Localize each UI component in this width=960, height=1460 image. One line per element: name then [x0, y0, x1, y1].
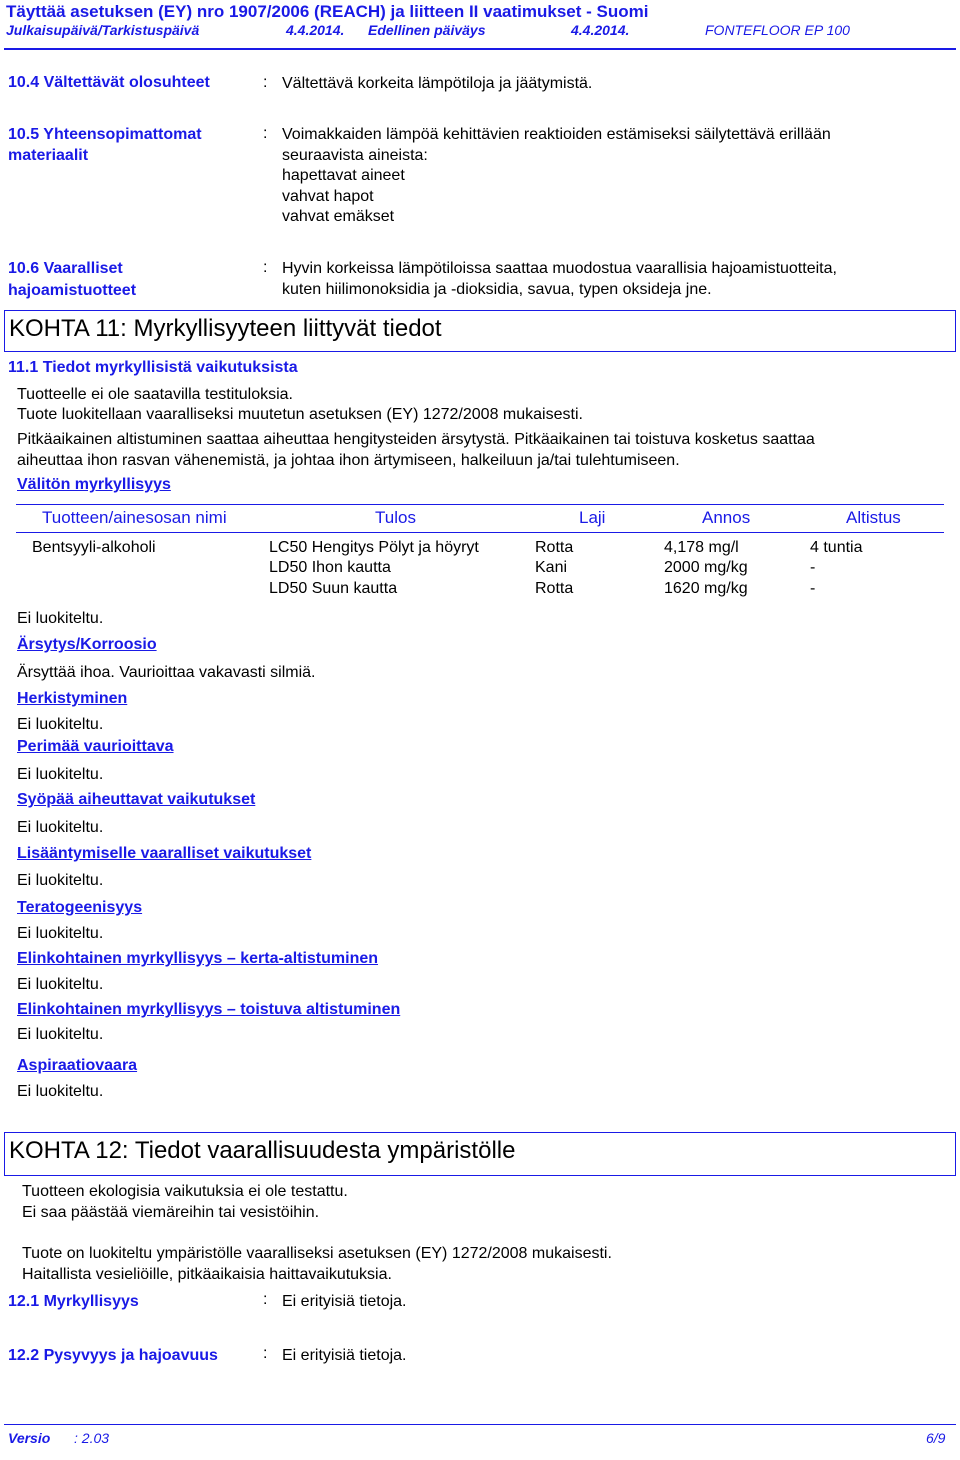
no-test-results: Tuotteelle ei ole saatavilla testituloksia. — [17, 386, 293, 403]
table-cell-exposure: - — [810, 580, 816, 597]
col-header-species: Laji — [579, 508, 606, 527]
section-10-5-label: 10.5 Yhteensopimattomat — [8, 126, 202, 143]
table-cell-result: LD50 Ihon kautta — [269, 559, 391, 576]
footer-divider — [4, 1424, 956, 1425]
aspiration-heading: Aspiraatiovaara — [17, 1057, 138, 1074]
section-12-header — [4, 1132, 956, 1176]
section-12-1-text: Ei erityisiä tietoja. — [282, 1293, 407, 1310]
section-11-header — [4, 310, 956, 352]
section-10-6-label: 10.6 Vaaralliset — [8, 260, 123, 277]
long-term-exposure: Pitkäaikainen altistuminen saattaa aiheuttaa hengitysteiden ärsytystä. Pitkäaikainen tai toistuva kosketus saattaa — [17, 431, 815, 448]
aspiration-not-classified: Ei luokiteltu. — [17, 1083, 104, 1100]
table-cell-species: Rotta — [535, 580, 574, 597]
section-12-1-colon: : — [263, 1291, 268, 1308]
classification-text: Tuote luokitellaan vaaralliseksi muutetun asetuksen (EY) 1272/2008 mukaisesti. — [17, 406, 583, 423]
section-10-4-text: Vältettävä korkeita lämpötiloja ja jäätymistä. — [282, 75, 593, 92]
section-10-4-label: 10.4 Vältettävät olosuhteet — [8, 74, 210, 91]
table-cell-dose: 4,178 mg/l — [664, 539, 739, 556]
section-12-2-label: 12.2 Pysyvyys ja hajoavuus — [8, 1347, 218, 1364]
table-cell-exposure: 4 tuntia — [810, 539, 863, 556]
stot-single-not-classified: Ei luokiteltu. — [17, 976, 104, 993]
env-classification: Tuote on luokiteltu ympäristölle vaaralliseksi asetuksen (EY) 1272/2008 mukaisesti. — [22, 1245, 612, 1262]
section-10-5-line: hapettavat aineet — [282, 167, 405, 184]
teratogenicity-heading: Teratogeenisyys — [17, 899, 143, 916]
section-10-5-label-line2: materiaalit — [8, 147, 89, 164]
mutagenicity-not-classified: Ei luokiteltu. — [17, 766, 104, 783]
acute-not-classified: Ei luokiteltu. — [17, 610, 104, 627]
stot-repeated-heading: Elinkohtainen myrkyllisyys – toistuva altistuminen — [17, 1001, 401, 1018]
mutagenicity-heading: Perimää vaurioittava — [17, 738, 174, 755]
teratogenicity-not-classified: Ei luokiteltu. — [17, 925, 104, 942]
section-12-1-label: 12.1 Myrkyllisyys — [8, 1293, 139, 1310]
no-drains: Ei saa päästää viemäreihin tai vesistöihin. — [22, 1204, 320, 1221]
table-cell-result: LC50 Hengitys Pölyt ja höyryt — [269, 539, 479, 556]
sensitization-heading: Herkistyminen — [17, 690, 128, 707]
acute-toxicity-heading: Välitön myrkyllisyys — [17, 476, 171, 493]
table-cell-species: Rotta — [535, 539, 574, 556]
col-header-result: Tulos — [375, 508, 416, 527]
stot-single-heading: Elinkohtainen myrkyllisyys – kerta-altistuminen — [17, 950, 379, 967]
section-12-title: KOHTA 12: Tiedot vaarallisuudesta ympäristölle — [9, 1137, 516, 1164]
previous-date: 4.4.2014. — [571, 22, 630, 38]
page-number: 6/9 — [926, 1430, 946, 1446]
col-header-name: Tuotteen/ainesosan nimi — [42, 508, 227, 527]
section-10-5-line: seuraavista aineista: — [282, 147, 428, 164]
section-11-title: KOHTA 11: Myrkyllisyyteen liittyvät tiedot — [9, 315, 442, 342]
reproductive-not-classified: Ei luokiteltu. — [17, 872, 104, 889]
stot-repeated-not-classified: Ei luokiteltu. — [17, 1026, 104, 1043]
long-term-exposure-line2: aiheuttaa ihon rasvan vähenemistä, ja johtaa ihon ärtymiseen, halkeiluun ja/tai tulehtumiseen. — [17, 452, 680, 469]
sensitization-not-classified: Ei luokiteltu. — [17, 716, 104, 733]
table-cell-dose: 2000 mg/kg — [664, 559, 748, 576]
irritation-text: Ärsyttää ihoa. Vaurioittaa vakavasti silmiä. — [17, 664, 316, 681]
section-11-1-label: 11.1 Tiedot myrkyllisistä vaikutuksista — [8, 359, 298, 376]
section-10-5-line: vahvat hapot — [282, 188, 374, 205]
aquatic-harm: Haitallista vesieliöille, pitkäaikaisia haittavaikutuksia. — [22, 1266, 392, 1283]
table-cell-result: LD50 Suun kautta — [269, 580, 398, 597]
publication-date-label: Julkaisupäivä/Tarkistuspäivä — [6, 22, 200, 38]
section-10-6-line: Hyvin korkeissa lämpötiloissa saattaa muodostua vaarallisia hajoamistuotteita, — [282, 260, 837, 277]
table-top-rule — [16, 504, 944, 505]
section-10-6-colon: : — [263, 259, 268, 276]
col-header-exposure: Altistus — [846, 508, 901, 527]
section-10-5-colon: : — [263, 125, 268, 142]
substance-name: Bentsyyli-alkoholi — [32, 539, 156, 556]
table-header-rule — [16, 532, 944, 533]
carcinogenicity-heading: Syöpää aiheuttavat vaikutukset — [17, 791, 256, 808]
table-cell-dose: 1620 mg/kg — [664, 580, 748, 597]
section-12-2-colon: : — [263, 1345, 268, 1362]
eco-not-tested: Tuotteen ekologisia vaikutuksia ei ole testattu. — [22, 1183, 348, 1200]
product-name: FONTEFLOOR EP 100 — [705, 22, 850, 38]
version-label: Versio — [8, 1430, 51, 1446]
previous-date-label: Edellinen päiväys — [368, 22, 486, 38]
reproductive-heading: Lisääntymiselle vaaralliset vaikutukset — [17, 845, 312, 862]
irritation-heading: Ärsytys/Korroosio — [17, 636, 157, 653]
carcinogenicity-not-classified: Ei luokiteltu. — [17, 819, 104, 836]
section-12-2-text: Ei erityisiä tietoja. — [282, 1347, 407, 1364]
section-10-6-line: kuten hiilimonoksidia ja -dioksidia, savua, typen oksideja jne. — [282, 281, 712, 298]
col-header-dose: Annos — [702, 508, 751, 527]
section-10-5-line: vahvat emäkset — [282, 208, 395, 225]
section-10-5-line: Voimakkaiden lämpöä kehittävien reaktioiden estämiseksi säilytettävä erillään — [282, 126, 831, 143]
table-cell-species: Kani — [535, 559, 568, 576]
table-cell-exposure: - — [810, 559, 816, 576]
header-divider — [4, 48, 956, 50]
version-value: : 2.03 — [74, 1430, 110, 1446]
section-10-4-colon: : — [263, 74, 268, 91]
document-title: Täyttää asetuksen (EY) nro 1907/2006 (REACH) ja liitteen II vaatimukset - Suomi — [6, 2, 649, 21]
publication-date: 4.4.2014. — [286, 22, 345, 38]
section-10-6-label-line2: hajoamistuotteet — [8, 282, 137, 299]
